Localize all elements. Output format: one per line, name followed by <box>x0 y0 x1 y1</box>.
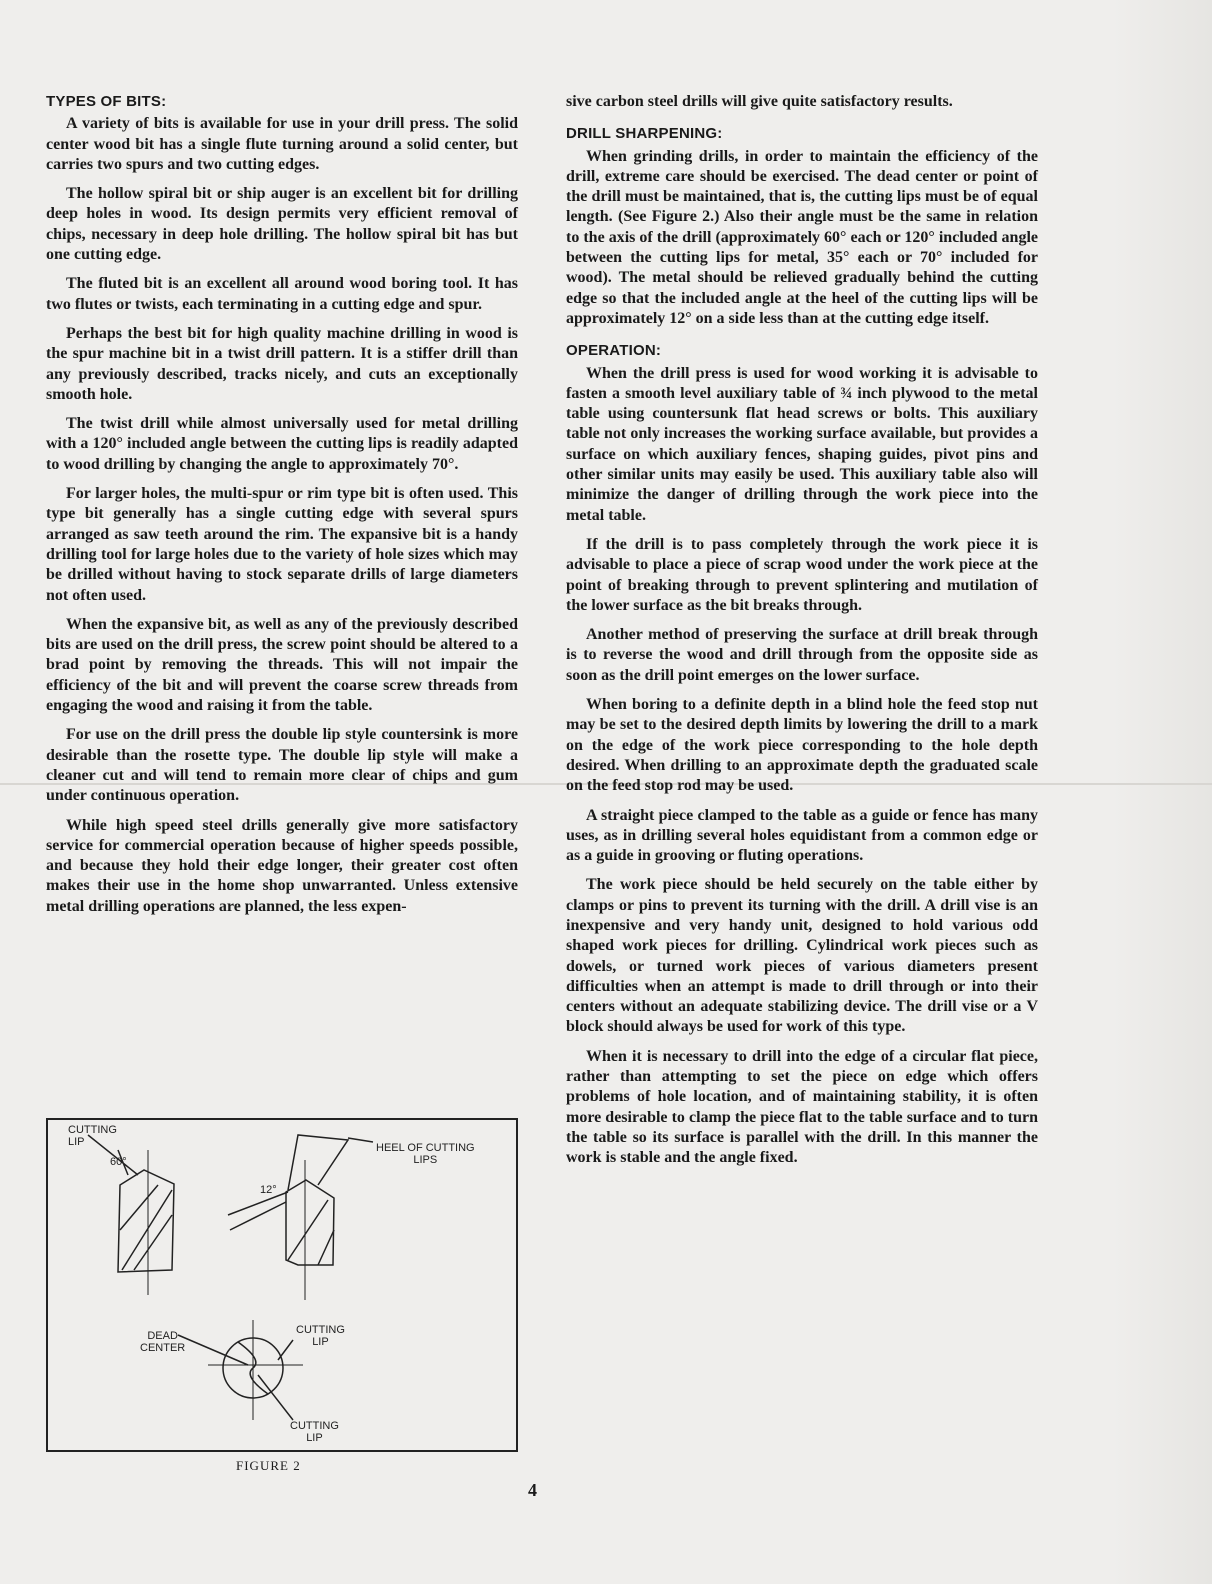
paragraph: When grinding drills, in order to maintain the efficiency of the drill, extreme care should be exercised. The dead center or point of the drill must be maintained, that is, the cutting lips must be of equal length. (See Figure 2.) Also their angle must be the same in relation to the axis of the drill (approximately 60° each or 120° included angle between the cutting lips for metal, 35° each or 70° included for wood). The metal should be relieved gradually behind the cutting edge so that the included angle at the heel of the cutting lips will be approximately 12° on a side less than at the cutting edge itself. <box>566 147 1038 327</box>
paragraph: While high speed steel drills generally give more satisfactory service for commercial operation because of higher speeds possible, and because they hold their edge longer, their greater cost often makes their use in the home shop unwarranted. Unless extensive metal drilling operations are planned, the less expen- <box>46 816 518 915</box>
paragraph: Another method of preserving the surface at drill break through is to reverse the wood and drill through from the opposite side as soon as the drill point emerges on the lower surface. <box>566 626 1038 684</box>
figure-2-drill-diagram <box>46 1118 518 1452</box>
paragraph: A variety of bits is available for use in your drill press. The solid center wood bit has a single flute turning around a solid center, but carries two spurs and two cutting edges. <box>46 115 518 173</box>
heading-types-of-bits: TYPES OF BITS: <box>46 93 167 110</box>
label-cutting-lip-top: CUTTING LIP <box>68 1124 117 1148</box>
paragraph: If the drill is to pass completely through the work piece it is advisable to place a piece of scrap wood under the work piece at the point of breaking through to prevent splintering and mutilation of the lower surface as the bit breaks through. <box>566 535 1038 614</box>
label-cutting-lip-mid: CUTTING LIP <box>296 1324 345 1348</box>
heading-drill-sharpening: DRILL SHARPENING: <box>566 125 723 143</box>
left-column <box>46 92 518 926</box>
page-number: 4 <box>528 1480 537 1500</box>
label-dead-center: DEAD CENTER <box>140 1330 186 1354</box>
paragraph: Perhaps the best bit for high quality machine drilling in wood is the spur machine bit in a twist drill pattern. It is a stiffer drill than any previously described, tracks nicely, and cuts an exceptionally smooth hole. <box>46 324 518 403</box>
right-column <box>566 92 1038 1178</box>
paragraph-continuation: sive carbon steel drills will give quite satisfactory results. <box>566 93 953 110</box>
paragraph: When the drill press is used for wood working it is advisable to fasten a smooth level auxiliary table of ¾ inch plywood to the metal table using countersunk flat head screws or bolts. This auxiliary table not only increases the working surface available, but provides a surface on which auxiliary fences, shaping guides, pivot pins and other similar units may easily be used. This auxiliary table also will minimize the danger of drilling through the work piece into the metal table. <box>566 364 1038 524</box>
paragraph: A straight piece clamped to the table as a guide or fence has many uses, as in drilling several holes equidistant from a common edge or as a guide in grooving or fluting operations. <box>566 806 1038 865</box>
label-60-degree: 60° <box>110 1156 127 1168</box>
paragraph: For larger holes, the multi-spur or rim type bit is often used. This type bit generally has a single cutting edge with several spurs arranged as saw teeth around the rim. The expansive bit is a handy drilling tool for large holes due to the variety of hole sizes which may be drilled without having to stock separate drills of large diameters not often used. <box>46 485 518 604</box>
paragraph: For use on the drill press the double lip style countersink is more desirable than the rosette type. The double lip style will make a cleaner cut and will tend to remain more clear of chips and gum under continuous operation. <box>46 726 518 805</box>
paragraph: When boring to a definite depth in a blind hole the feed stop nut may be set to the desired depth limits by lowering the drill to a mark on the edge of the work piece corresponding to the hole depth desired. When drilling to an approximate depth the graduated scale on the feed stop rod may be used. <box>566 696 1038 795</box>
paragraph: The work piece should be held securely on the table either by clamps or pins to prevent its turning with the drill. A drill vise is an inexpensive and very handy unit, designed to hold various odd shaped work pieces for drilling. Cylindrical work pieces such as dowels, or turned work pieces of various diameters present difficulties when an attempt is made to drill through or into their centers without an adequate stabilizing device. The drill vise or a V block should always be used for work of this type. <box>566 876 1038 1036</box>
paragraph: When the expansive bit, as well as any of the previously described bits are used on the drill press, the screw point should be altered to a brad point by removing the threads. This will not impair the efficiency of the bit and will prevent the coarse screw threads from engaging the wood and raising it from the table. <box>46 615 518 715</box>
paragraph: The twist drill while almost universally used for metal drilling with a 120° included angle between the cutting lips is readily adapted to wood drilling by changing the angle to approximately 70°. <box>46 415 518 473</box>
paragraph: The hollow spiral bit or ship auger is an excellent bit for drilling deep holes in wood. Its design permits very efficient removal of chips, necessary in deep hole drilling. The hollow spiral bit has but one cutting edge. <box>46 185 518 264</box>
page-edge-shadow <box>1112 0 1212 1584</box>
label-heel-of-cutting-lips: HEEL OF CUTTING LIPS <box>376 1142 475 1166</box>
paragraph: When it is necessary to drill into the edge of a circular flat piece, rather than attempting to set the piece on edge which offers problems of hole location, and of maintaining stability, it is often more desirable to clamp the piece flat to the table surface and to turn the table so its surface is parallel with the drill. In this manner the work is stable and the angle fixed. <box>566 1047 1038 1167</box>
label-cutting-lip-bottom: CUTTING LIP <box>290 1420 339 1444</box>
figure-caption: FIGURE 2 <box>236 1458 301 1473</box>
label-12-degree: 12° <box>260 1184 277 1196</box>
drill-illustration <box>48 1120 516 1450</box>
paragraph: The fluted bit is an excellent all around wood boring tool. It has two flutes or twists, each terminating in a cutting edge and spur. <box>46 275 518 313</box>
heading-operation: OPERATION: <box>566 342 662 360</box>
